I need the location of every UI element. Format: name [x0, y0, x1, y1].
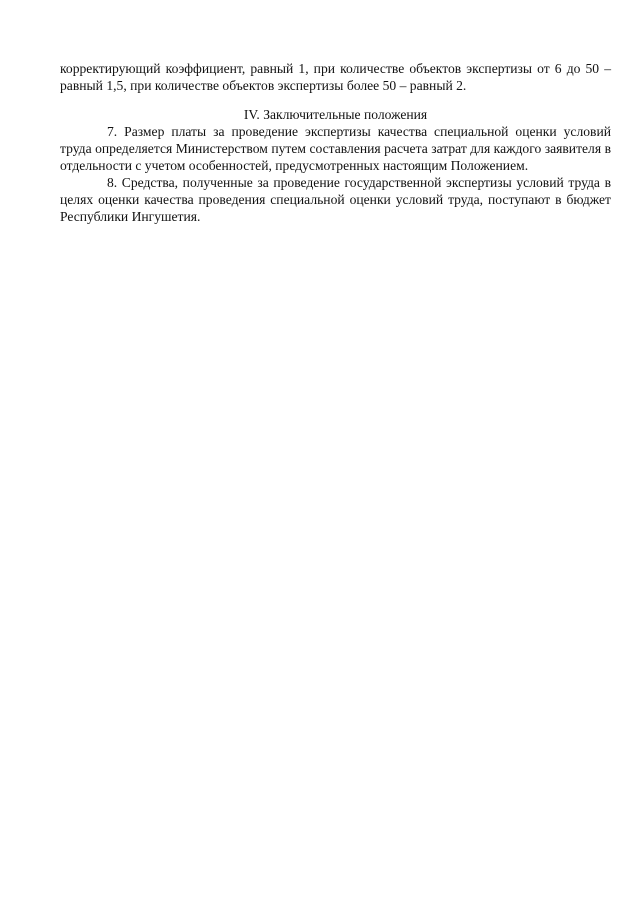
- section-heading: IV. Заключительные положения: [243, 107, 428, 122]
- paragraph-8: 8. Средства, полученные за проведение государственной экспертизы условий труда в целях оценки качества проведения специальной оценки условий труда, поступают в бюджет Республики Ингушетия.: [60, 175, 611, 224]
- paragraph-7: 7. Размер платы за проведение экспертизы качества специальной оценки условий труда определяется Министерством путем составления расчета затрат для каждого заявителя в отдельности с учетом особенностей, предусмотренных настоящим Положением.: [60, 124, 611, 173]
- paragraph-coefficient: корректирующий коэффициент, равный 1, при количестве объектов экспертизы от 6 до 50 – равный 1,5, при количестве объектов экспертизы более 50 – равный 2.: [60, 61, 611, 93]
- document-body: [60, 60, 611, 225]
